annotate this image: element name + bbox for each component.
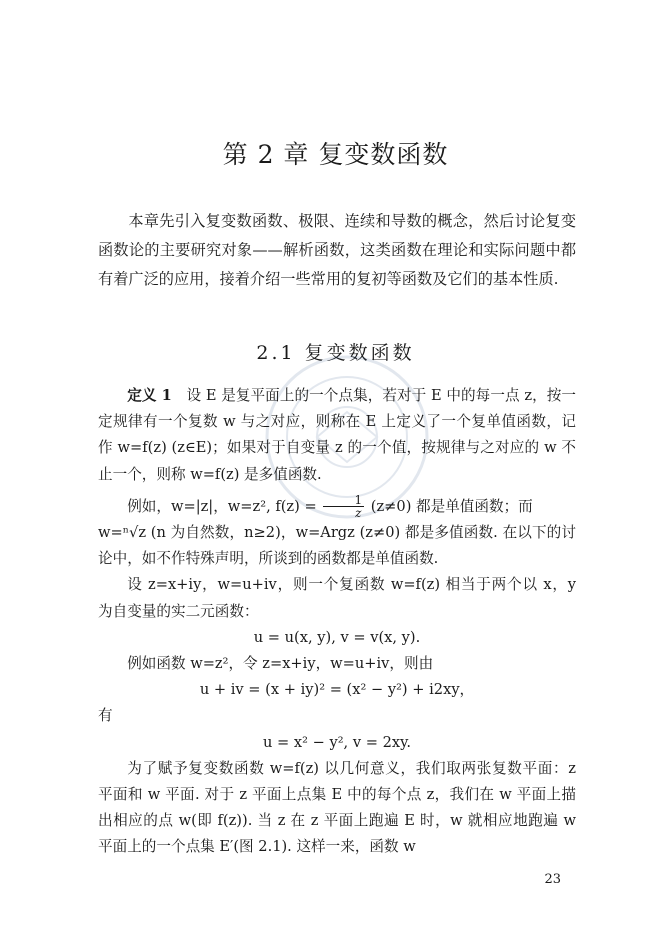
formula-square: u + iv = (x + iy)² = (x² − y²) + i2xy， [199, 681, 475, 699]
paragraph-geometry: 为了赋予复变数函数 w=f(z) 以几何意义，我们取两张复数平面：z 平面和 w 平面. 对于 z 平面上点集 E 中的每个点 z，我们在 w 平面上描出相应的点 w(即 f(z)). 当 z 在 z 平面上跑遍 E 时，w 就相应地跑遍 w 平面上的一个点集 E′(图 2.1). 这样一来，函数 w [98, 759, 576, 856]
section-title: 2.1 复变数函数 [256, 342, 415, 364]
fraction-one-over-z [323, 494, 364, 519]
section-body [98, 383, 576, 861]
example-1 [98, 494, 576, 520]
paragraph-uv: 设 z=x+iy，w=u+iv，则一个复函数 w=f(z) 相当于两个以 x，y 为自变量的实二元函数： [98, 576, 576, 620]
example-2: 例如函数 w=z²，令 z=x+iy，w=u+iv，则由 [127, 655, 434, 673]
word-have: 有 [98, 707, 113, 725]
chapter-title: 第 2 章 复变数函数 [222, 140, 449, 169]
example-1-prefix: 例如，w=|z|，w=z², f(z) = [127, 497, 322, 515]
chapter-intro [98, 207, 576, 294]
formula-uv: u = u(x, y), v = v(x, y). [253, 628, 421, 646]
formula-uv-result: u = x² − y², v = 2xy. [262, 733, 412, 751]
example-1-suffix: (z≠0) 都是单值函数；而 [366, 497, 533, 515]
definition-label: 定义 1 [127, 387, 172, 404]
definition-1 [98, 383, 576, 488]
fraction-numerator: 1 [323, 494, 364, 507]
intro-paragraph: 本章先引入复变数函数、极限、连续和导数的概念，然后讨论复变函数论的主要研究对象——解析函数，这类函数在理论和实际问题中都有着广泛的应用，接着介绍一些常用的复初等函数及它们的基本性质. [98, 212, 576, 288]
page-number: 23 [544, 872, 561, 887]
definition-text: 设 E 是复平面上的一个点集，若对于 E 中的每一点 z，按一定规律有一个复数 w 与之对应，则称在 E 上定义了一个复单值函数，记作 w=f(z) (z∈E)；如果对于自变量 z 的一个值，按规律与之对应的 w 不止一个，则称 w=f(z) 是多值函数. [98, 387, 576, 483]
example-1-continued: w=ⁿ√z (n 为自然数，n≥2)，w=Argz (z≠0) 都是多值函数. 在以下的讨论中，如不作特殊声明，所谈到的函数都是单值函数. [98, 524, 576, 568]
fraction-denominator: z [355, 506, 362, 521]
